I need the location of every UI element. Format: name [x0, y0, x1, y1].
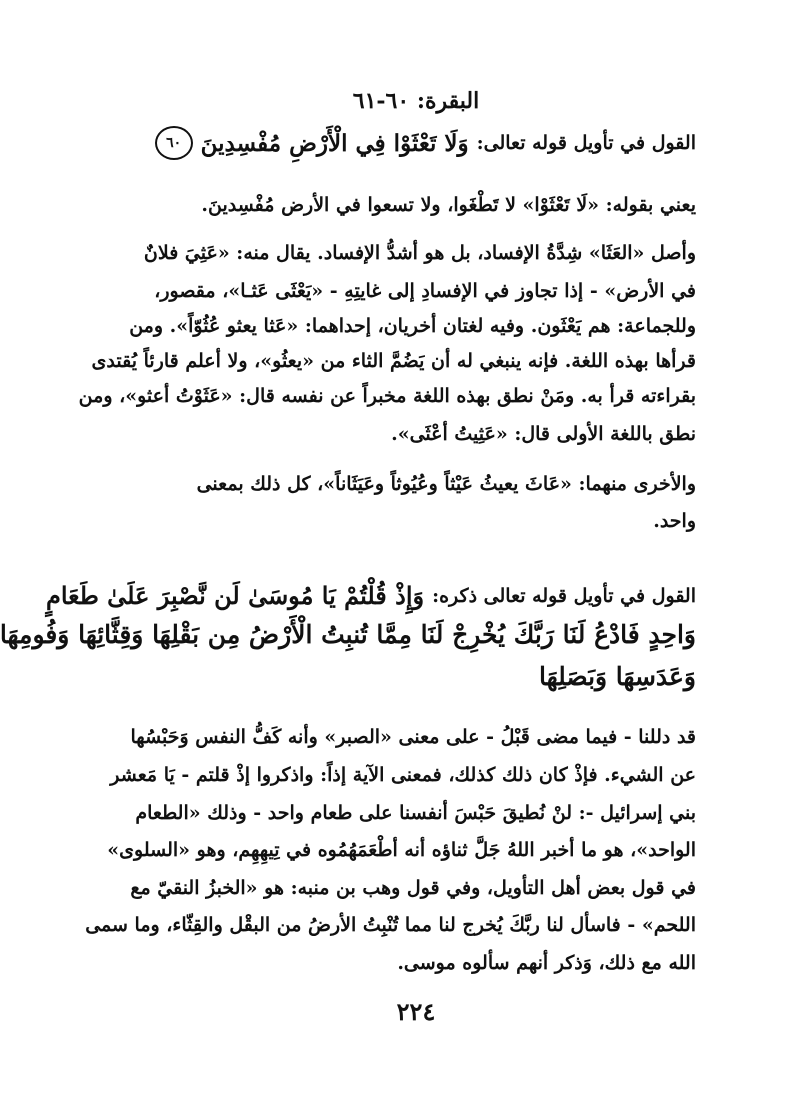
- ayah-number-badge: ٦٠: [155, 126, 193, 160]
- paragraph-line: قرأها بهذه اللغة. فإنه ينبغي له أن يَضُمَّ الثاء من «يعثُو»، ولا أعلم قارئاً يُقتدى: [91, 350, 696, 372]
- paragraph-line: بقراءته قرأ به. ومَنْ نطق بهذه اللغة مخبراً عن نفسه قال: «عَثَوْتُ أعثو»، ومن: [78, 385, 696, 407]
- section1-heading-row: [136, 126, 696, 160]
- paragraph-line: اللحم» - فاسأل لنا ربَّكَ يُخرج لنا مما تُنْبِتُ الأرضُ من البقْل والقِثّاء، وما سمى: [85, 914, 696, 936]
- paragraph-line: وللجماعة: هم يَعْثَون. وفيه لغتان أخريان، إحداهما: «عَثا يعثو عُثُوّاً». ومن: [129, 315, 696, 337]
- section2-heading: القول في تأويل قوله تعالى ذكره:: [432, 584, 696, 607]
- paragraph-line: بني إسرائيل -: لنْ نُطيقَ حَبْسَ أنفسنا على طعام واحد - وذلك «الطعام: [135, 802, 696, 824]
- paragraph-line: وأصل «العَثَا» شِدَّةُ الإفساد، بل هو أشدُّ الإفساد. يقال منه: «عَثِيَ فلانٌ: [143, 242, 696, 264]
- paragraph-line: في الأرض» - إذا تجاوز في الإفسادِ إلى غايتِهِ - «يَعْثَى عَثـا»، مقصور،: [154, 280, 696, 302]
- section1-verse: وَلَا تَعْثَوْا فِي الْأَرْضِ مُفْسِدِينَ: [200, 129, 469, 157]
- section2-heading-row: [45, 581, 696, 610]
- paragraph-line: واحد.: [653, 510, 696, 532]
- paragraph-line: والأخرى منهما: «عَاثَ يعيثُ عَيْثاً وعُيُوثاً وعَيَثَاناً»، كل ذلك بمعنى: [196, 473, 696, 495]
- section2-verse-line: وَاحِدٍ فَادْعُ لَنَا رَبَّكَ يُخْرِجْ لَنَا مِمَّا تُنبِتُ الْأَرْضُ مِن بَقْلِهَا وَقِثَّائِهَا وَفُومِهَا: [0, 620, 696, 649]
- section2-verse-line: وَعَدَسِهَا وَبَصَلِهَا: [538, 662, 696, 691]
- paragraph-line: نطق باللغة الأولى قال: «عَثِيتُ أعْثَى».: [391, 423, 696, 445]
- section2-verse-line: وَإِذْ قُلْتُمْ يَا مُوسَىٰ لَن نَّصْبِرَ عَلَىٰ طَعَامٍ: [45, 581, 425, 610]
- paragraph-line: الواحد»، هو ما أخبر اللهُ جَلَّ ثناؤه أنه أطْعَمَهُمُوه في تِيهِهِم، وهو «السلوى»: [107, 839, 696, 861]
- paragraph-line: في قول بعض أهل التأويل، وفي قول وهب بن منبه: هو «الخبزُ النقيّ مع: [130, 877, 696, 899]
- paragraph-line: عن الشيء. فإذْ كان ذلك كذلك، فمعنى الآية إذاً: واذكروا إذْ قلتم - يَا مَعشر: [110, 764, 696, 786]
- paragraph-line: قد دللنا - فيما مضى قَبْلُ - على معنى «الصبر» وأنه كَفُّ النفس وَحَبْسُها: [130, 726, 696, 748]
- section1-heading: القول في تأويل قوله تعالى:: [476, 131, 696, 154]
- page-number: ٢٢٤: [396, 997, 436, 1026]
- paragraph-line: الله مع ذلك، وَذكر أنهم سألوه موسى.: [397, 952, 696, 974]
- page-header: البقرة: ٦٠-٦١: [352, 88, 480, 114]
- paragraph-line: يعني بقوله: «لَا تَعْثَوْا» لا تَطْغَوا، ولا تسعوا في الأرض مُفْسِدينَ.: [201, 194, 696, 216]
